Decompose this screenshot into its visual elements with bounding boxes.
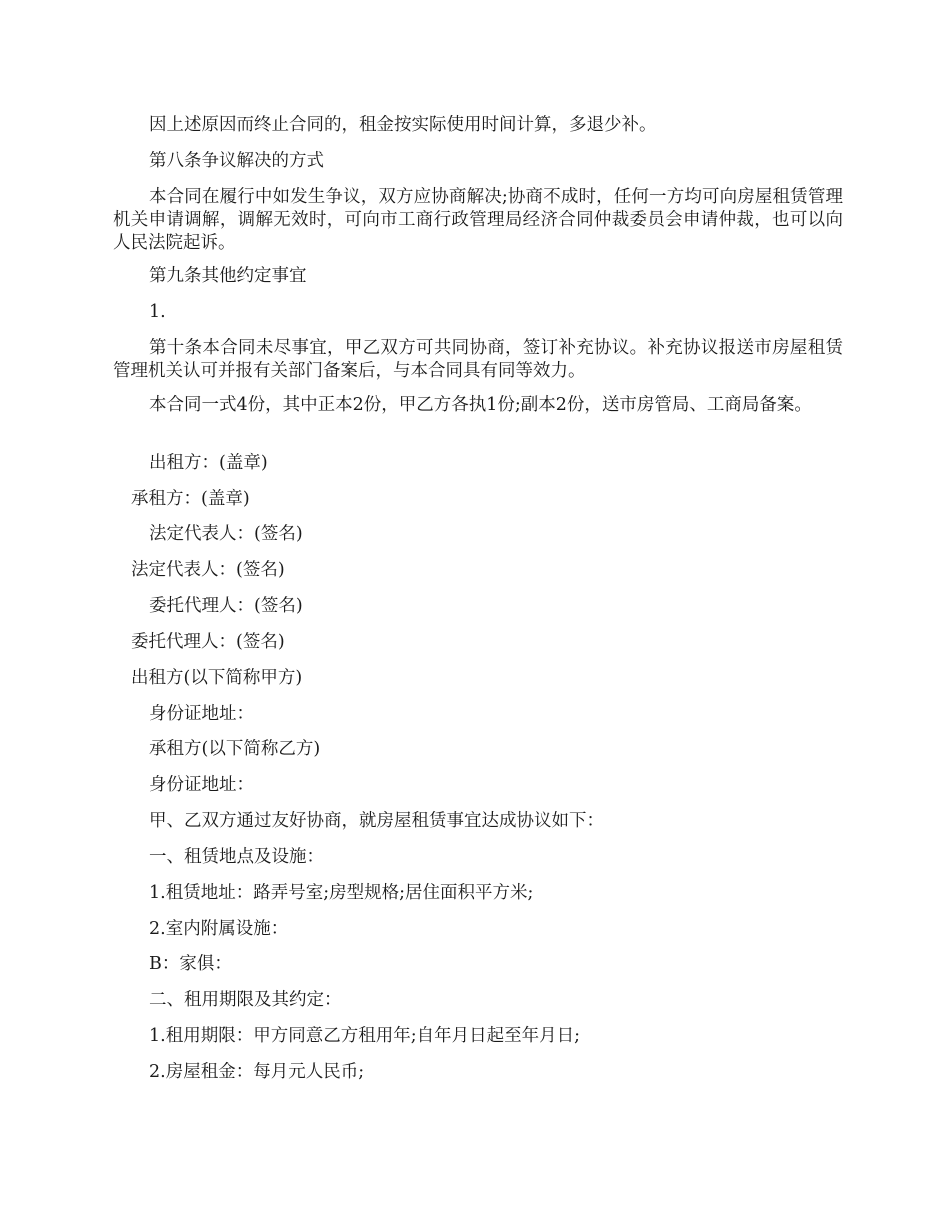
rent-amount-line: 2.房屋租金：每月元人民币;	[149, 1062, 365, 1082]
paragraph-article-10: 第十条本合同未尽事宜，甲乙双方可共同协商，签订补充协议。补充协议报送市房屋租赁管理机关认可并报有关部门备案后，与本合同具有同等效力。	[113, 338, 843, 381]
paragraph-copies: 本合同一式4份，其中正本2份，甲乙方各执1份;副本2份，送市房管局、工商局备案。	[149, 395, 812, 415]
furniture-line: B：家俱：	[149, 954, 232, 974]
lessee-seal-line: 承租方：(盖章)	[131, 489, 250, 509]
paragraph-dispute-resolution: 本合同在履行中如发生争议，双方应协商解决;协商不成时，任何一方均可向房屋租赁管理机关申请调解，调解无效时，可向市工商行政管理局经济合同仲裁委员会申请仲裁，也可以向人民法院起诉。	[113, 187, 843, 253]
party-a-id-address: 身份证地址：	[149, 704, 254, 724]
lessor-seal-line: 出租方：(盖章)	[149, 453, 268, 473]
lease-term-line: 1.租用期限：甲方同意乙方租用年;自年月日起至年月日;	[149, 1026, 580, 1046]
lessee-legal-rep-line: 法定代表人：(签名)	[131, 560, 285, 580]
agreement-intro: 甲、乙双方通过友好协商，就房屋租赁事宜达成协议如下：	[149, 811, 604, 831]
rental-address-line: 1.租赁地址：路弄号室;房型规格;居住面积平方米;	[149, 883, 534, 903]
party-a-heading: 出租方(以下简称甲方)	[131, 668, 303, 688]
indoor-facilities-line: 2.室内附属设施：	[149, 919, 289, 939]
heading-article-9: 第九条其他约定事宜	[149, 266, 307, 286]
party-b-heading: 承租方(以下简称乙方)	[149, 739, 321, 759]
heading-article-8: 第八条争议解决的方式	[149, 151, 324, 171]
lessee-agent-line: 委托代理人：(签名)	[131, 632, 285, 652]
lessor-legal-rep-line: 法定代表人：(签名)	[149, 524, 303, 544]
list-item-1: 1.	[149, 302, 166, 322]
party-b-id-address: 身份证地址：	[149, 775, 254, 795]
lessor-agent-line: 委托代理人：(签名)	[149, 596, 303, 616]
paragraph-termination-rent: 因上述原因而终止合同的，租金按实际使用时间计算，多退少补。	[149, 115, 657, 135]
section-1-heading: 一、租赁地点及设施：	[149, 847, 324, 867]
section-2-heading: 二、租用期限及其约定：	[149, 990, 342, 1010]
